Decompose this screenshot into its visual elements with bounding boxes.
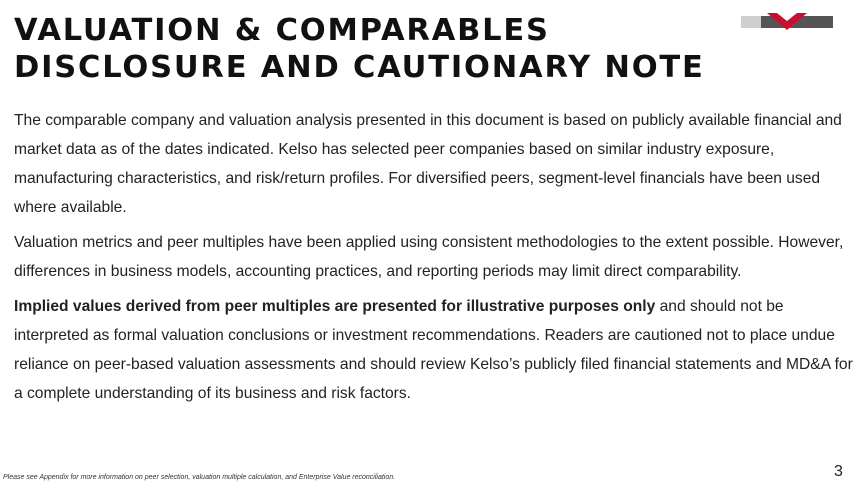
paragraph-1: The comparable company and valuation analysis presented in this document is based on publicly available financial and market data as of the dates indicated. Kelso has selected peer companies based on similar industry exposure, manufacturing characteristics, and risk/return profiles. For diversified peers, segment-level financials have been used where available. (14, 112, 842, 216)
page-title (14, 12, 844, 86)
footnote: Please see Appendix for more information on peer selection, valuation multiple calculation, and Enterprise Value reconciliation. (3, 474, 396, 481)
disclosure-body (14, 106, 854, 414)
paragraph-2: Valuation metrics and peer multiples have been applied using consistent methodologies to the extent possible. However, differences in business models, accounting practices, and reporting periods may limit direct comparability. (14, 234, 844, 280)
logo-bar-highlight (741, 16, 761, 28)
page-title-line-1: VALUATION & COMPARABLES (14, 13, 550, 48)
page-title-line-2: DISCLOSURE AND CAUTIONARY NOTE (14, 50, 705, 85)
page-number: 3 (834, 463, 843, 480)
paragraph-3-rest: and should not be interpreted as formal valuation conclusions or investment recommendations. Readers are cautioned not to place undue reliance on peer-based valuation assessments and should review Kelso’s publicly filed financial statements and MD&A for a complete understanding of its business and risk factors. (14, 298, 853, 402)
kelso-logo (741, 13, 833, 30)
paragraph-3 (14, 292, 854, 408)
paragraph-3-bold: Implied values derived from peer multiples are presented for illustrative purposes only (14, 298, 656, 315)
